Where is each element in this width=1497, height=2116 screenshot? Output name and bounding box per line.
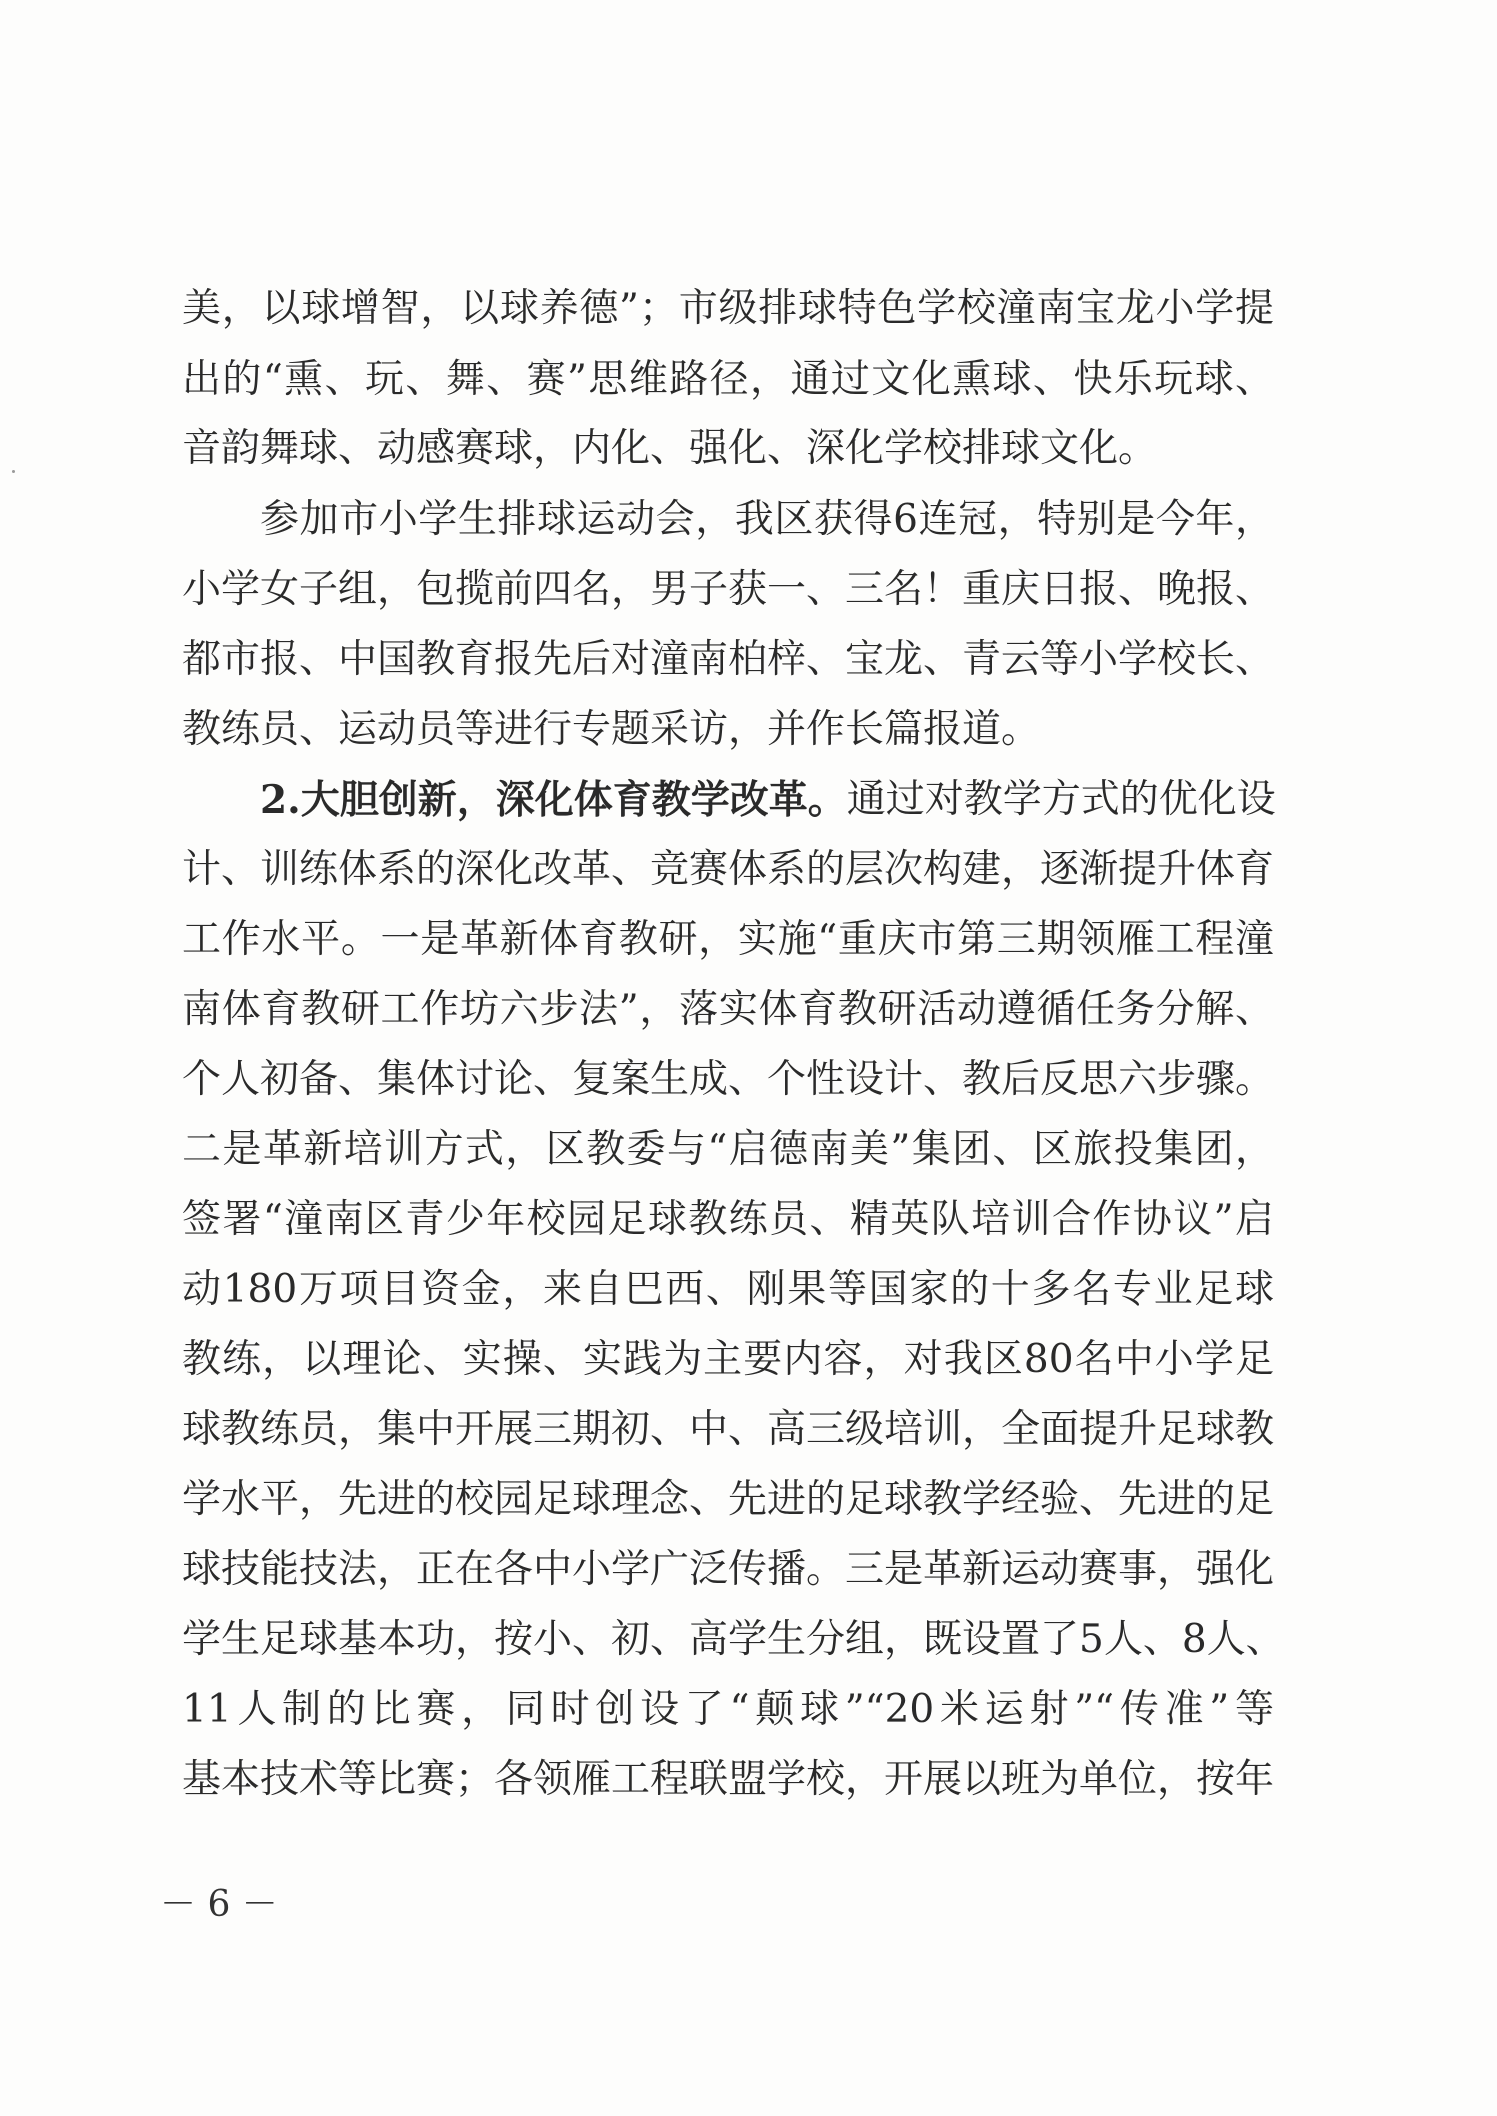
- body-line: 11人制的比赛，同时创设了“颠球”“20米运射”“传准”等: [182, 1687, 1274, 1732]
- section-heading: 2.大胆创新，深化体育教学改革。: [260, 777, 847, 823]
- page-number: － 6 －: [160, 1884, 278, 1925]
- section-first-line: [260, 772, 1274, 828]
- body-line: 南体育教研工作坊六步法”，落实体育教研活动遵循任务分解、: [182, 987, 1274, 1032]
- body-line: 教练，以理论、实操、实践为主要内容，对我区80名中小学足: [182, 1337, 1274, 1382]
- body-line: 出的“熏、玩、舞、赛”思维路径，通过文化熏球、快乐玩球、: [182, 357, 1274, 402]
- body-line: 音韵舞球、动感赛球，内化、强化、深化学校排球文化。: [182, 426, 1158, 471]
- body-line: 美，以球增智，以球养德”；市级排球特色学校潼南宝龙小学提: [182, 286, 1274, 331]
- body-line: 个人初备、集体讨论、复案生成、个性设计、教后反思六步骤。: [182, 1057, 1275, 1102]
- body-line: 学水平，先进的校园足球理念、先进的足球教学经验、先进的足: [182, 1477, 1275, 1522]
- body-line: 签署“潼南区青少年校园足球教练员、精英队培训合作协议”启: [182, 1197, 1274, 1242]
- body-line: 学生足球基本功，按小、初、高学生分组，既设置了5人、8人、: [182, 1617, 1285, 1662]
- body-line: 工作水平。一是革新体育教研，实施“重庆市第三期领雁工程潼: [182, 917, 1274, 962]
- body-line: 球教练员，集中开展三期初、中、高三级培训，全面提升足球教: [182, 1407, 1275, 1452]
- body-line: 计、训练体系的深化改革、竞赛体系的层次构建，逐渐提升体育: [182, 847, 1275, 892]
- body-line: 都市报、中国教育报先后对潼南柏梓、宝龙、青云等小学校长、: [182, 637, 1275, 682]
- body-line: 球技能技法，正在各中小学广泛传播。三是革新运动赛事，强化: [182, 1547, 1275, 1592]
- body-line: 二是革新培训方式，区教委与“启德南美”集团、区旅投集团，: [182, 1127, 1274, 1172]
- section-heading-continuation: 通过对教学方式的优化设: [846, 777, 1276, 822]
- body-line: 参加市小学生排球运动会，我区获得6连冠，特别是今年，: [260, 497, 1274, 542]
- body-line: 小学女子组，包揽前四名，男子获一、三名！重庆日报、晚报、: [182, 567, 1275, 612]
- scan-speck: [12, 470, 15, 473]
- body-line: 基本技术等比赛；各领雁工程联盟学校，开展以班为单位，按年: [182, 1757, 1275, 1802]
- body-line: 教练员、运动员等进行专题采访，并作长篇报道。: [182, 707, 1041, 752]
- body-line: 动180万项目资金，来自巴西、刚果等国家的十多名专业足球: [182, 1267, 1274, 1312]
